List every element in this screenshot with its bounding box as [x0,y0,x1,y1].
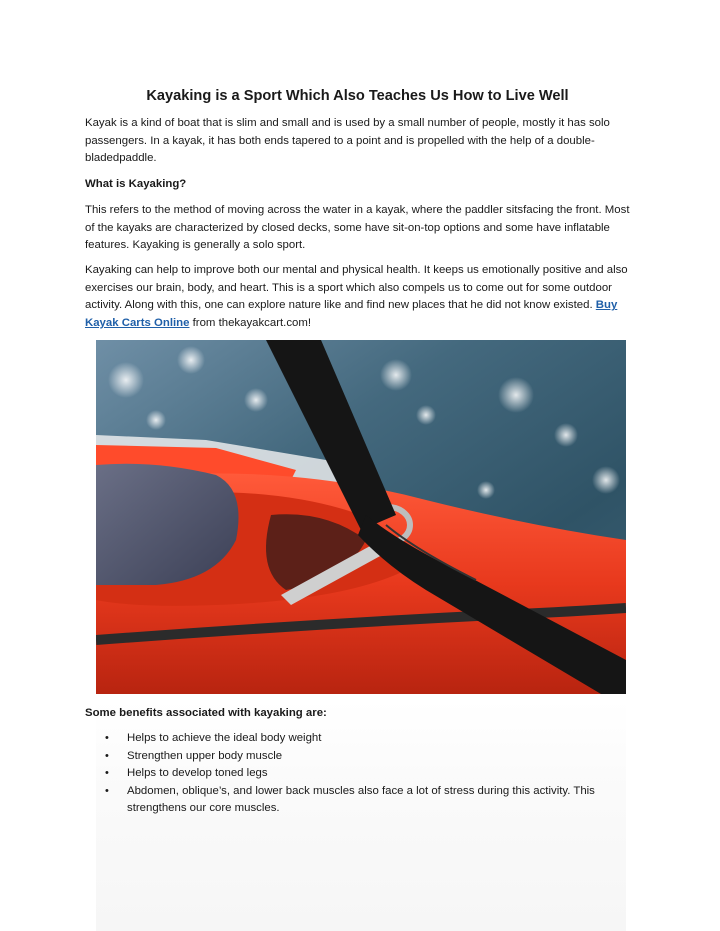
benefit-text: Abdomen, oblique’s, and lower back muscles also face a lot of stress during this activity. This strengthens our core muscles. [127,784,595,815]
kayak-photo [96,340,626,694]
link-suffix: from thekayakcart.com! [189,316,312,329]
bullet-icon: • [105,767,109,780]
health-paragraph [85,262,630,332]
benefits-list [85,730,630,818]
definition-paragraph: This refers to the method of moving across the water in a kayak, where the paddler sitsfacing the front. Most of the kayaks are characterized by closed decks, some have sit-on-top options and some have inflatable features. Kayaking is generally a solo sport. [85,204,630,252]
what-is-kayaking-heading: What is Kayaking? [85,178,187,190]
list-item [85,783,630,818]
bullet-icon: • [105,732,109,744]
bullet-icon: • [105,784,109,797]
benefit-text: Helps to develop toned legs [127,767,268,780]
benefit-text: Helps to achieve the ideal body weight [127,732,322,744]
benefits-heading: Some benefits associated with kayaking are: [85,707,327,719]
page-title: Kayaking is a Sport Which Also Teaches Us How to Live Well [146,88,569,104]
buy-kayak-carts-link[interactable]: Buy Kayak Carts Online [85,299,618,329]
health-text: Kayaking can help to improve both our mental and physical health. It keeps us emotionally positive and also exercises our brain, body, and heart. This is a sport which also compels us to come out for some outdoor activity. Along with this, one can explore nature like and find new places that he did not know existed. [85,264,628,312]
intro-paragraph: Kayak is a kind of boat that is slim and small and is used by a small number of people, mostly it has solo passengers. In a kayak, it has both ends tapered to a point and is propelled with the help of a double-bladedpaddle. [85,117,610,165]
benefit-text: Strengthen upper body muscle [127,749,283,762]
list-item [85,765,630,783]
list-item [85,748,630,766]
bullet-icon: • [105,749,109,762]
list-item [85,730,630,748]
